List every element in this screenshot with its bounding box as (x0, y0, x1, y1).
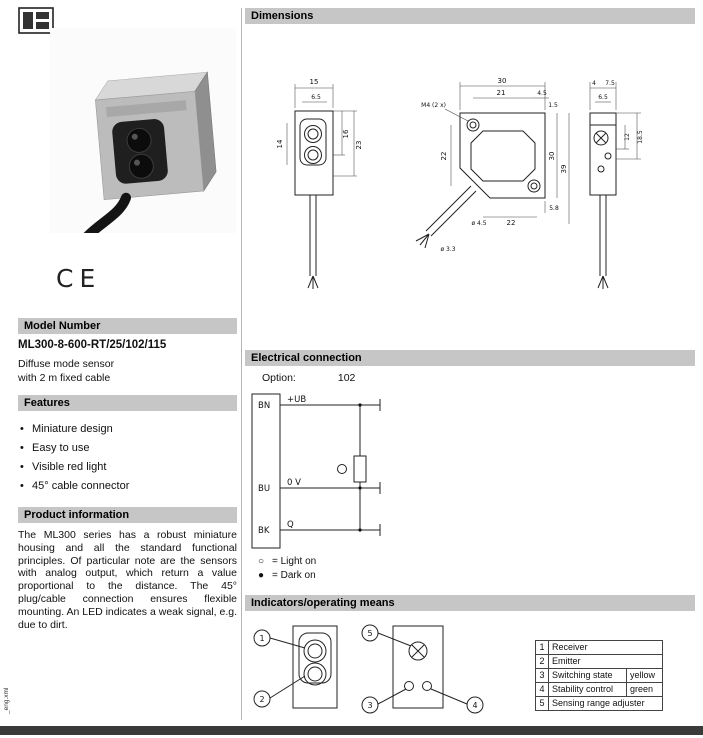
row-label: Emitter (552, 656, 581, 666)
row-label: Sensing range adjuster (552, 698, 645, 708)
feature-item: • Visible red light (18, 458, 237, 477)
callout-5: 5 (367, 629, 373, 638)
callout-1: 1 (259, 634, 265, 643)
brand-logo (18, 7, 54, 39)
row-label: Stability control (552, 684, 614, 694)
column-divider (241, 8, 242, 720)
option-row (262, 372, 355, 384)
dim-cable-diameter1: ø 4.5 (471, 220, 487, 227)
row-label: Switching state (552, 670, 613, 680)
feature-item: • 45° cable connector (18, 477, 237, 496)
dim-front-right-h2: 23 (355, 140, 363, 150)
dim-top-hole-span: 21 (496, 89, 506, 97)
feature-item: • Miniature design (18, 420, 237, 439)
wire-ub-label: +UB (287, 395, 307, 405)
row-number: 2 (536, 655, 549, 668)
dim-front-offset: 6.5 (311, 94, 321, 101)
callout-3: 3 (367, 701, 373, 710)
dimensions-drawing (245, 28, 703, 346)
wire-bu-label: BU (258, 484, 271, 494)
row-value: green (626, 683, 662, 696)
product-photo-image (50, 28, 236, 233)
wiring-diagram (245, 390, 445, 558)
ce-mark: CE (56, 264, 102, 293)
table-row (536, 697, 662, 711)
dim-side-d3: 6.5 (598, 94, 608, 101)
indicators-top-view (362, 625, 483, 713)
row-number: 4 (536, 683, 549, 696)
dim-side-right-h1: 12 (624, 133, 631, 141)
wire-bn-label: BN (258, 401, 271, 411)
wire-0v-label: 0 V (287, 478, 301, 488)
brand-logo-icon (18, 7, 54, 34)
option-label: Option: (262, 372, 296, 384)
dim-top-small: 5.8 (549, 205, 559, 212)
features-header: Features (18, 395, 237, 411)
table-row (536, 669, 662, 683)
row-number: 1 (536, 641, 549, 654)
model-description-line1: Diffuse mode sensor (18, 358, 115, 370)
indicators-drawing (245, 618, 535, 718)
legend-light-on (258, 555, 316, 569)
product-info-header: Product information (18, 507, 237, 523)
dim-cable-diameter2: ø 3.3 (440, 246, 456, 253)
filename-side-text: _eng.xml (3, 687, 10, 714)
dim-top-width: 30 (497, 77, 507, 85)
dark-on-text: = Dark on (272, 570, 316, 581)
light-on-symbol: ○ (258, 556, 265, 567)
front-view-drawing (276, 78, 363, 289)
indicators-table (535, 640, 663, 711)
product-photo (50, 28, 236, 238)
model-description-line2: with 2 m fixed cable (18, 372, 111, 384)
dim-top-left-height: 22 (440, 151, 448, 161)
legend-dark-on (258, 569, 316, 583)
side-view-drawing (590, 80, 644, 289)
dim-front-width: 15 (309, 78, 319, 86)
callout-2: 2 (259, 695, 265, 704)
wire-bk-label: BK (258, 526, 270, 536)
model-number: ML300-8-600-RT/25/102/115 (18, 339, 167, 351)
table-row (536, 641, 662, 655)
product-info-text: The ML300 series has a robust miniature housing and all the standard functional principles. Of particular note are the sensors with analog output, which return a value proportional to the distance. The 45° plug/cable connection ensures flexible mounting. An LED indicates a weak signal, e.g. due to dirt. (18, 529, 237, 631)
light-on-text: = Light on (272, 556, 317, 567)
top-view-drawing (416, 77, 569, 253)
row-label: Receiver (552, 642, 588, 652)
dim-top-bottom: 22 (506, 219, 516, 227)
option-value: 102 (337, 372, 356, 384)
dim-front-right-h1: 16 (342, 129, 350, 139)
dark-on-symbol: ● (258, 570, 265, 581)
callout-4: 4 (472, 701, 478, 710)
table-row (536, 683, 662, 697)
dim-top-thread: M4 (2 x) (421, 102, 446, 109)
dim-front-left-height: 14 (276, 139, 284, 149)
features-list (18, 420, 237, 496)
dim-side-right-h2: 18.5 (637, 130, 644, 144)
indicators-front-view (254, 626, 337, 708)
dim-side-d2: 7.5 (605, 80, 615, 87)
table-row (536, 655, 662, 669)
dim-top-right-height: 30 (548, 151, 556, 161)
page-footer-bar (0, 726, 703, 735)
row-number: 5 (536, 697, 549, 710)
row-number: 3 (536, 669, 549, 682)
dim-top-d2: 1.5 (548, 102, 558, 109)
electrical-header: Electrical connection (245, 350, 695, 366)
switching-legend (258, 555, 316, 583)
wiring-lines (252, 394, 380, 548)
model-number-header: Model Number (18, 318, 237, 334)
feature-item: • Easy to use (18, 439, 237, 458)
row-value: yellow (626, 669, 662, 682)
indicators-header: Indicators/operating means (245, 595, 695, 611)
wire-q-label: Q (287, 520, 294, 530)
dim-side-d1: 4 (592, 80, 596, 87)
dimensions-header: Dimensions (245, 8, 695, 24)
dim-top-outer-height: 39 (560, 164, 568, 174)
dim-top-d1: 4.5 (537, 90, 547, 97)
